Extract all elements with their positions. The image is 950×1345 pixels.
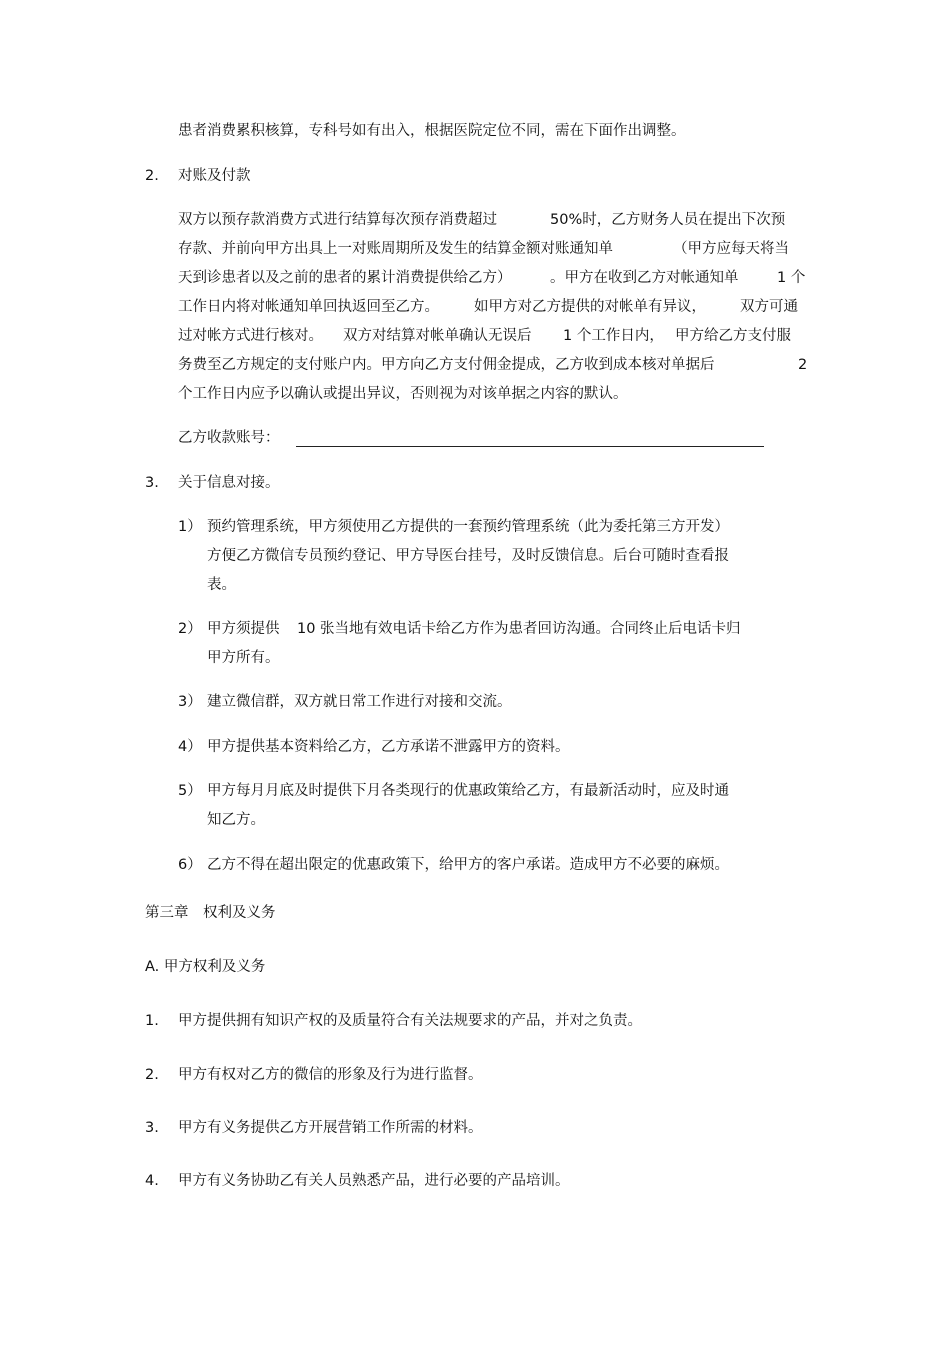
s2-line6-b: 2 bbox=[798, 357, 808, 373]
duty-3-number: 3. bbox=[145, 1120, 159, 1136]
item-6-line1: 乙方不得在超出限定的优惠政策下，给甲方的客户承诺。造成甲方不必要的麻烦。 bbox=[207, 857, 729, 873]
duty-4-number: 4. bbox=[145, 1173, 159, 1189]
item-2-line1-a: 甲方须提供 bbox=[207, 621, 280, 637]
item-4-number: 4） bbox=[178, 739, 202, 755]
intro-line: 患者消费累积核算，专科号如有出入，根据医院定位不同，需在下面作出调整。 bbox=[178, 123, 686, 139]
s2-line4-b: 如甲方对乙方提供的对帐单有异议， bbox=[474, 299, 706, 315]
account-label: 乙方收款账号： bbox=[178, 430, 280, 446]
item-5-line1: 甲方每月月底及时提供下月各类现行的优惠政策给乙方，有最新活动时，应及时通 bbox=[207, 783, 729, 799]
item-3-line1: 建立微信群，双方就日常工作进行对接和交流。 bbox=[207, 694, 512, 710]
s2-line3-b: 。甲方在收到乙方对帐通知单 bbox=[550, 270, 739, 286]
s2-line4-a: 工作日内将对帐通知单回执返回至乙方。 bbox=[178, 299, 439, 315]
item-3-number: 3） bbox=[178, 694, 202, 710]
duty-4-text: 甲方有义务协助乙有关人员熟悉产品，进行必要的产品培训。 bbox=[178, 1173, 570, 1189]
item-1-number: 1） bbox=[178, 519, 202, 535]
item-2-line1-b: 10 张当地有效电话卡给乙方作为患者回访沟通。合同终止后电话卡归 bbox=[297, 621, 741, 637]
item-2-line2: 甲方所有。 bbox=[207, 650, 280, 666]
s2-line5-b: 双方对结算对帐单确认无误后 bbox=[343, 328, 532, 344]
duty-1-text: 甲方提供拥有知识产权的及质量符合有关法规要求的产品，并对之负责。 bbox=[178, 1013, 642, 1029]
s2-line3-c: 1 个 bbox=[777, 270, 806, 286]
duty-3-text: 甲方有义务提供乙方开展营销工作所需的材料。 bbox=[178, 1120, 483, 1136]
chapter-3-title: 第三章 权利及义务 bbox=[145, 905, 276, 921]
item-6-number: 6） bbox=[178, 857, 202, 873]
s2-line1-b: 50%时，乙方财务人员在提出下次预 bbox=[550, 212, 786, 228]
item-4-line1: 甲方提供基本资料给乙方，乙方承诺不泄露甲方的资料。 bbox=[207, 739, 570, 755]
section-3-title: 关于信息对接。 bbox=[178, 475, 280, 491]
section-2-number: 2. bbox=[145, 168, 159, 184]
s2-line5-a: 过对帐方式进行核对。 bbox=[178, 328, 323, 344]
item-1-line1: 预约管理系统，甲方须使用乙方提供的一套预约管理系统（此为委托第三方开发） bbox=[207, 519, 729, 535]
item-5-line2: 知乙方。 bbox=[207, 812, 265, 828]
section-3-number: 3. bbox=[145, 475, 159, 491]
item-1-line3: 表。 bbox=[207, 577, 236, 593]
duty-2-number: 2. bbox=[145, 1067, 159, 1083]
section-2-title: 对账及付款 bbox=[178, 168, 251, 184]
s2-line3-a: 天到诊患者以及之前的患者的累计消费提供给乙方） bbox=[178, 270, 512, 286]
s2-line5-d: 甲方给乙方支付服 bbox=[675, 328, 791, 344]
s2-line2-a: 存款、并前向甲方出具上一对账周期所及发生的结算金额对账通知单 bbox=[178, 241, 613, 257]
s2-line6-a: 务费至乙方规定的支付账户内。甲方向乙方支付佣金提成，乙方收到成本核对单据后 bbox=[178, 357, 715, 373]
duty-1-number: 1. bbox=[145, 1013, 159, 1029]
subsection-a-title: A. 甲方权利及义务 bbox=[145, 959, 266, 975]
item-5-number: 5） bbox=[178, 783, 202, 799]
s2-line5-c: 1 个工作日内， bbox=[563, 328, 664, 344]
account-underline bbox=[296, 446, 764, 447]
s2-line1-a: 双方以预存款消费方式进行结算每次预存消费超过 bbox=[178, 212, 497, 228]
s2-line7: 个工作日内应予以确认或提出异议，否则视为对该单据之内容的默认。 bbox=[178, 386, 628, 402]
item-2-number: 2） bbox=[178, 621, 202, 637]
s2-line2-b: （甲方应每天将当 bbox=[673, 241, 789, 257]
item-1-line2: 方便乙方微信专员预约登记、甲方导医台挂号，及时反馈信息。后台可随时查看报 bbox=[207, 548, 729, 564]
s2-line4-c: 双方可通 bbox=[740, 299, 798, 315]
duty-2-text: 甲方有权对乙方的微信的形象及行为进行监督。 bbox=[178, 1067, 483, 1083]
